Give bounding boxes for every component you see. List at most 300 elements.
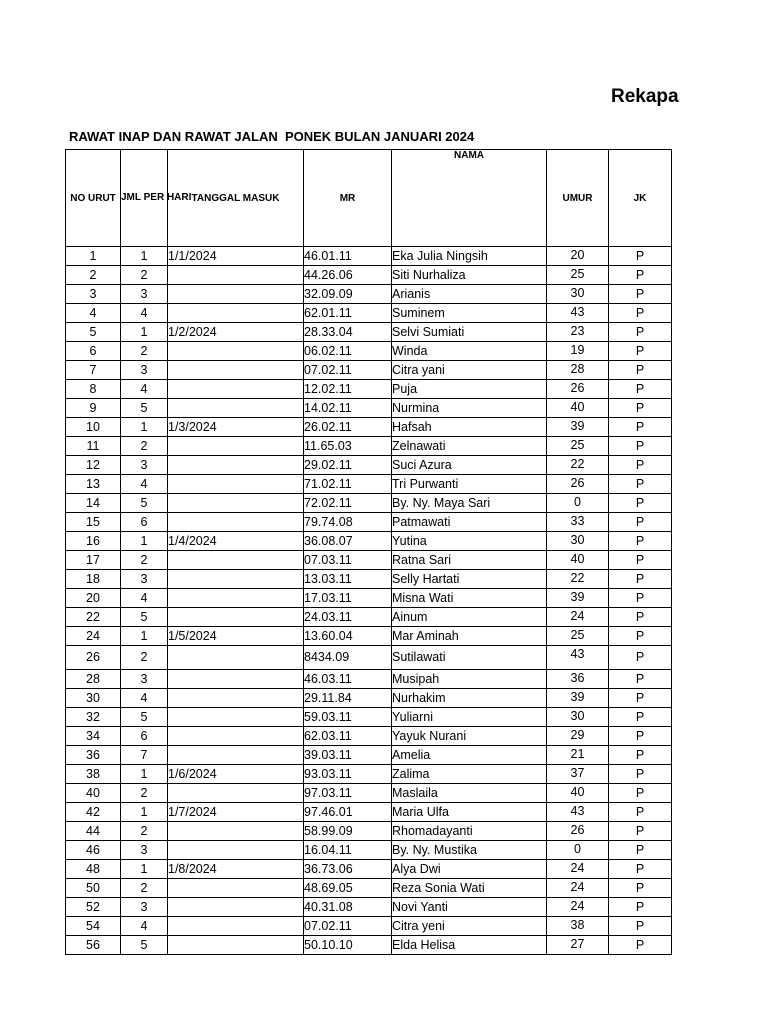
cell-no-urut: 1 <box>66 247 121 266</box>
cell-jml-per-hari: 7 <box>121 746 168 765</box>
cell-jk: P <box>609 532 672 551</box>
cell-tanggal-masuk: 1/6/2024 <box>168 765 304 784</box>
cell-mr: 07.03.11 <box>304 551 392 570</box>
cell-mr: 29.11.84 <box>304 689 392 708</box>
cell-jk: P <box>609 784 672 803</box>
table-header-row <box>66 150 672 247</box>
table-row <box>66 608 672 627</box>
cell-no-urut: 26 <box>66 646 121 670</box>
cell-jml-per-hari: 6 <box>121 513 168 532</box>
cell-mr: 46.01.11 <box>304 247 392 266</box>
header-umur: UMUR <box>547 150 609 247</box>
cell-tanggal-masuk <box>168 399 304 418</box>
cell-mr: 62.03.11 <box>304 727 392 746</box>
cell-mr: 72.02.11 <box>304 494 392 513</box>
cell-jml-per-hari: 1 <box>121 323 168 342</box>
cell-mr: 06.02.11 <box>304 342 392 361</box>
cell-nama: Nurhakim <box>392 689 547 708</box>
cell-tanggal-masuk <box>168 898 304 917</box>
cell-umur: 22 <box>547 570 609 589</box>
cell-tanggal-masuk: 1/5/2024 <box>168 627 304 646</box>
cell-jml-per-hari: 5 <box>121 708 168 727</box>
cell-no-urut: 48 <box>66 860 121 879</box>
header-nama: NAMA <box>392 150 547 247</box>
cell-tanggal-masuk <box>168 784 304 803</box>
cell-nama: Amelia <box>392 746 547 765</box>
cell-no-urut: 28 <box>66 670 121 689</box>
cell-no-urut: 52 <box>66 898 121 917</box>
cell-jml-per-hari: 3 <box>121 670 168 689</box>
cell-mr: 39.03.11 <box>304 746 392 765</box>
cell-nama: Eka Julia Ningsih <box>392 247 547 266</box>
cell-jk: P <box>609 646 672 670</box>
table-row <box>66 708 672 727</box>
cell-no-urut: 34 <box>66 727 121 746</box>
cell-jk: P <box>609 380 672 399</box>
cell-tanggal-masuk <box>168 879 304 898</box>
cell-jml-per-hari: 4 <box>121 917 168 936</box>
cell-nama: Zelnawati <box>392 437 547 456</box>
cell-nama: Sutilawati <box>392 646 547 670</box>
cell-umur: 43 <box>547 803 609 822</box>
cell-tanggal-masuk <box>168 266 304 285</box>
cell-no-urut: 38 <box>66 765 121 784</box>
cell-nama: Reza Sonia Wati <box>392 879 547 898</box>
cell-tanggal-masuk <box>168 689 304 708</box>
table-row <box>66 627 672 646</box>
cell-tanggal-masuk <box>168 746 304 765</box>
cell-jk: P <box>609 570 672 589</box>
cell-no-urut: 13 <box>66 475 121 494</box>
table-row <box>66 784 672 803</box>
table-row <box>66 399 672 418</box>
cell-no-urut: 46 <box>66 841 121 860</box>
cell-no-urut: 50 <box>66 879 121 898</box>
cell-nama: Selly Hartati <box>392 570 547 589</box>
cell-tanggal-masuk <box>168 285 304 304</box>
cell-mr: 07.02.11 <box>304 917 392 936</box>
cell-jk: P <box>609 627 672 646</box>
cell-umur: 30 <box>547 532 609 551</box>
cell-nama: Arianis <box>392 285 547 304</box>
table-row <box>66 860 672 879</box>
cell-jml-per-hari: 3 <box>121 456 168 475</box>
cell-tanggal-masuk: 1/4/2024 <box>168 532 304 551</box>
cell-umur: 38 <box>547 917 609 936</box>
cell-no-urut: 36 <box>66 746 121 765</box>
cell-jk: P <box>609 822 672 841</box>
cell-no-urut: 30 <box>66 689 121 708</box>
cell-jml-per-hari: 1 <box>121 247 168 266</box>
cell-mr: 71.02.11 <box>304 475 392 494</box>
cell-tanggal-masuk <box>168 494 304 513</box>
cell-no-urut: 15 <box>66 513 121 532</box>
cell-mr: 32.09.09 <box>304 285 392 304</box>
cell-mr: 50.10.10 <box>304 936 392 955</box>
table-row <box>66 670 672 689</box>
cell-jk: P <box>609 765 672 784</box>
cell-umur: 28 <box>547 361 609 380</box>
cell-nama: Elda Helisa <box>392 936 547 955</box>
cell-tanggal-masuk <box>168 917 304 936</box>
cell-jk: P <box>609 608 672 627</box>
cell-jk: P <box>609 860 672 879</box>
cell-no-urut: 42 <box>66 803 121 822</box>
cell-tanggal-masuk <box>168 589 304 608</box>
cell-jml-per-hari: 4 <box>121 475 168 494</box>
cell-nama: Ainum <box>392 608 547 627</box>
table-row <box>66 551 672 570</box>
cell-nama: Musipah <box>392 670 547 689</box>
cell-jml-per-hari: 5 <box>121 936 168 955</box>
cell-jk: P <box>609 361 672 380</box>
cell-umur: 21 <box>547 746 609 765</box>
cell-jk: P <box>609 936 672 955</box>
cell-no-urut: 16 <box>66 532 121 551</box>
cell-umur: 39 <box>547 589 609 608</box>
cell-jk: P <box>609 475 672 494</box>
table-row <box>66 437 672 456</box>
table-row <box>66 380 672 399</box>
cell-jk: P <box>609 513 672 532</box>
cell-no-urut: 32 <box>66 708 121 727</box>
cell-no-urut: 12 <box>66 456 121 475</box>
table-row <box>66 532 672 551</box>
cell-jk: P <box>609 285 672 304</box>
cell-umur: 25 <box>547 266 609 285</box>
cell-nama: Winda <box>392 342 547 361</box>
header-jk: JK <box>609 150 672 247</box>
cell-no-urut: 2 <box>66 266 121 285</box>
cell-jml-per-hari: 5 <box>121 494 168 513</box>
cell-nama: Yutina <box>392 532 547 551</box>
cell-mr: 17.03.11 <box>304 589 392 608</box>
cell-jk: P <box>609 589 672 608</box>
cell-nama: Ratna Sari <box>392 551 547 570</box>
table-row <box>66 247 672 266</box>
cell-umur: 0 <box>547 494 609 513</box>
cell-no-urut: 4 <box>66 304 121 323</box>
cell-jk: P <box>609 247 672 266</box>
cell-umur: 26 <box>547 822 609 841</box>
cell-tanggal-masuk <box>168 456 304 475</box>
cell-jml-per-hari: 2 <box>121 784 168 803</box>
cell-nama: Mar Aminah <box>392 627 547 646</box>
cell-no-urut: 7 <box>66 361 121 380</box>
cell-nama: Puja <box>392 380 547 399</box>
table-row <box>66 822 672 841</box>
cell-mr: 62.01.11 <box>304 304 392 323</box>
table-row <box>66 342 672 361</box>
cell-jml-per-hari: 2 <box>121 266 168 285</box>
cell-mr: 8434.09 <box>304 646 392 670</box>
header-mr: MR <box>304 150 392 247</box>
cell-jk: P <box>609 727 672 746</box>
cell-umur: 33 <box>547 513 609 532</box>
table-row <box>66 803 672 822</box>
cell-nama: Zalima <box>392 765 547 784</box>
cell-no-urut: 6 <box>66 342 121 361</box>
cell-no-urut: 56 <box>66 936 121 955</box>
cell-umur: 43 <box>547 646 609 670</box>
cell-umur: 26 <box>547 475 609 494</box>
cell-no-urut: 8 <box>66 380 121 399</box>
cell-umur: 24 <box>547 879 609 898</box>
cell-no-urut: 44 <box>66 822 121 841</box>
cell-jml-per-hari: 5 <box>121 399 168 418</box>
table-body <box>66 247 672 955</box>
cell-umur: 0 <box>547 841 609 860</box>
cell-umur: 43 <box>547 304 609 323</box>
table-row <box>66 746 672 765</box>
cell-jml-per-hari: 2 <box>121 822 168 841</box>
cell-jk: P <box>609 708 672 727</box>
cell-tanggal-masuk <box>168 342 304 361</box>
cell-umur: 20 <box>547 247 609 266</box>
cell-umur: 39 <box>547 418 609 437</box>
cell-umur: 24 <box>547 860 609 879</box>
cell-nama: Alya Dwi <box>392 860 547 879</box>
cell-tanggal-masuk <box>168 475 304 494</box>
cell-tanggal-masuk: 1/2/2024 <box>168 323 304 342</box>
cell-no-urut: 40 <box>66 784 121 803</box>
cell-jml-per-hari: 2 <box>121 879 168 898</box>
cell-mr: 26.02.11 <box>304 418 392 437</box>
cell-mr: 36.08.07 <box>304 532 392 551</box>
patient-table <box>65 149 672 955</box>
table-row <box>66 513 672 532</box>
cell-tanggal-masuk <box>168 361 304 380</box>
cell-tanggal-masuk: 1/8/2024 <box>168 860 304 879</box>
cell-tanggal-masuk <box>168 936 304 955</box>
cell-umur: 37 <box>547 765 609 784</box>
cell-jml-per-hari: 2 <box>121 437 168 456</box>
cell-tanggal-masuk <box>168 551 304 570</box>
cell-no-urut: 5 <box>66 323 121 342</box>
table-row <box>66 879 672 898</box>
cell-tanggal-masuk <box>168 570 304 589</box>
cell-no-urut: 10 <box>66 418 121 437</box>
cell-no-urut: 14 <box>66 494 121 513</box>
cell-no-urut: 17 <box>66 551 121 570</box>
cell-mr: 58.99.09 <box>304 822 392 841</box>
cell-nama: By. Ny. Maya Sari <box>392 494 547 513</box>
cell-tanggal-masuk: 1/3/2024 <box>168 418 304 437</box>
cell-jml-per-hari: 5 <box>121 608 168 627</box>
cell-umur: 40 <box>547 551 609 570</box>
table-title: RAWAT INAP DAN RAWAT JALAN PONEK BULAN JANUARI 2024 <box>69 129 475 144</box>
cell-mr: 40.31.08 <box>304 898 392 917</box>
cell-jml-per-hari: 4 <box>121 380 168 399</box>
cell-nama: Tri Purwanti <box>392 475 547 494</box>
cell-umur: 36 <box>547 670 609 689</box>
cell-jk: P <box>609 399 672 418</box>
cell-nama: Hafsah <box>392 418 547 437</box>
cell-jml-per-hari: 4 <box>121 589 168 608</box>
cell-umur: 39 <box>547 689 609 708</box>
cell-jml-per-hari: 2 <box>121 551 168 570</box>
cell-jml-per-hari: 4 <box>121 304 168 323</box>
cell-jk: P <box>609 917 672 936</box>
cell-jk: P <box>609 323 672 342</box>
cell-jml-per-hari: 4 <box>121 689 168 708</box>
cell-nama: Nurmina <box>392 399 547 418</box>
cell-tanggal-masuk <box>168 822 304 841</box>
cell-tanggal-masuk <box>168 708 304 727</box>
cell-jk: P <box>609 494 672 513</box>
cell-jk: P <box>609 746 672 765</box>
cell-jk: P <box>609 304 672 323</box>
table-row <box>66 304 672 323</box>
cell-jml-per-hari: 3 <box>121 841 168 860</box>
cell-jk: P <box>609 342 672 361</box>
cell-jml-per-hari: 3 <box>121 898 168 917</box>
cell-no-urut: 9 <box>66 399 121 418</box>
cell-nama: Yayuk Nurani <box>392 727 547 746</box>
table-row <box>66 898 672 917</box>
cell-mr: 36.73.06 <box>304 860 392 879</box>
page-heading: Rekapa <box>611 86 679 107</box>
cell-no-urut: 3 <box>66 285 121 304</box>
cell-mr: 29.02.11 <box>304 456 392 475</box>
cell-tanggal-masuk: 1/7/2024 <box>168 803 304 822</box>
header-jml-per-hari: JML PER HARI <box>121 150 168 247</box>
cell-mr: 48.69.05 <box>304 879 392 898</box>
cell-umur: 29 <box>547 727 609 746</box>
cell-tanggal-masuk <box>168 646 304 670</box>
cell-nama: Citra yani <box>392 361 547 380</box>
cell-nama: Patmawati <box>392 513 547 532</box>
cell-nama: Citra yeni <box>392 917 547 936</box>
cell-no-urut: 11 <box>66 437 121 456</box>
cell-tanggal-masuk <box>168 513 304 532</box>
cell-jk: P <box>609 266 672 285</box>
cell-no-urut: 18 <box>66 570 121 589</box>
cell-umur: 24 <box>547 898 609 917</box>
header-no-urut: NO URUT <box>66 150 121 247</box>
cell-umur: 30 <box>547 708 609 727</box>
cell-tanggal-masuk <box>168 608 304 627</box>
cell-no-urut: 22 <box>66 608 121 627</box>
cell-mr: 46.03.11 <box>304 670 392 689</box>
table-row <box>66 475 672 494</box>
table-row <box>66 936 672 955</box>
cell-jml-per-hari: 2 <box>121 646 168 670</box>
cell-umur: 23 <box>547 323 609 342</box>
table-row <box>66 456 672 475</box>
cell-jk: P <box>609 456 672 475</box>
table-row <box>66 689 672 708</box>
cell-mr: 07.02.11 <box>304 361 392 380</box>
cell-nama: Siti Nurhaliza <box>392 266 547 285</box>
cell-umur: 40 <box>547 784 609 803</box>
cell-mr: 44.26.06 <box>304 266 392 285</box>
cell-tanggal-masuk <box>168 380 304 399</box>
cell-umur: 27 <box>547 936 609 955</box>
cell-tanggal-masuk <box>168 841 304 860</box>
cell-nama: Maslaila <box>392 784 547 803</box>
cell-jml-per-hari: 1 <box>121 860 168 879</box>
cell-jk: P <box>609 898 672 917</box>
table-row <box>66 266 672 285</box>
cell-jk: P <box>609 879 672 898</box>
table-row <box>66 418 672 437</box>
cell-mr: 93.03.11 <box>304 765 392 784</box>
cell-umur: 26 <box>547 380 609 399</box>
cell-jk: P <box>609 689 672 708</box>
cell-nama: Rhomadayanti <box>392 822 547 841</box>
cell-no-urut: 54 <box>66 917 121 936</box>
cell-nama: Selvi Sumiati <box>392 323 547 342</box>
table-row <box>66 841 672 860</box>
cell-nama: Novi Yanti <box>392 898 547 917</box>
cell-jml-per-hari: 1 <box>121 627 168 646</box>
cell-jml-per-hari: 2 <box>121 342 168 361</box>
cell-jml-per-hari: 1 <box>121 765 168 784</box>
cell-tanggal-masuk <box>168 437 304 456</box>
table-row <box>66 589 672 608</box>
cell-mr: 11.65.03 <box>304 437 392 456</box>
cell-no-urut: 24 <box>66 627 121 646</box>
table-row <box>66 285 672 304</box>
cell-mr: 13.03.11 <box>304 570 392 589</box>
table-row <box>66 727 672 746</box>
cell-mr: 14.02.11 <box>304 399 392 418</box>
cell-mr: 79.74.08 <box>304 513 392 532</box>
cell-jk: P <box>609 437 672 456</box>
cell-mr: 13.60.04 <box>304 627 392 646</box>
cell-umur: 25 <box>547 437 609 456</box>
cell-jml-per-hari: 1 <box>121 532 168 551</box>
cell-jml-per-hari: 3 <box>121 361 168 380</box>
table-row <box>66 361 672 380</box>
cell-jml-per-hari: 3 <box>121 285 168 304</box>
table-row <box>66 917 672 936</box>
table-row <box>66 323 672 342</box>
cell-mr: 24.03.11 <box>304 608 392 627</box>
cell-umur: 40 <box>547 399 609 418</box>
cell-mr: 28.33.04 <box>304 323 392 342</box>
cell-jk: P <box>609 418 672 437</box>
cell-nama: Misna Wati <box>392 589 547 608</box>
cell-nama: Maria Ulfa <box>392 803 547 822</box>
cell-mr: 16.04.11 <box>304 841 392 860</box>
cell-umur: 19 <box>547 342 609 361</box>
cell-jk: P <box>609 551 672 570</box>
cell-nama: Yuliarni <box>392 708 547 727</box>
cell-jml-per-hari: 3 <box>121 570 168 589</box>
cell-mr: 12.02.11 <box>304 380 392 399</box>
cell-jk: P <box>609 803 672 822</box>
cell-jk: P <box>609 670 672 689</box>
cell-mr: 59.03.11 <box>304 708 392 727</box>
table-row <box>66 765 672 784</box>
cell-umur: 24 <box>547 608 609 627</box>
cell-tanggal-masuk <box>168 670 304 689</box>
cell-mr: 97.03.11 <box>304 784 392 803</box>
cell-no-urut: 20 <box>66 589 121 608</box>
cell-tanggal-masuk: 1/1/2024 <box>168 247 304 266</box>
cell-nama: By. Ny. Mustika <box>392 841 547 860</box>
table-row <box>66 570 672 589</box>
cell-nama: Suminem <box>392 304 547 323</box>
cell-jml-per-hari: 6 <box>121 727 168 746</box>
header-tanggal-masuk: TANGGAL MASUK <box>168 150 304 247</box>
table-row <box>66 646 672 670</box>
cell-jk: P <box>609 841 672 860</box>
cell-mr: 97.46.01 <box>304 803 392 822</box>
cell-umur: 30 <box>547 285 609 304</box>
